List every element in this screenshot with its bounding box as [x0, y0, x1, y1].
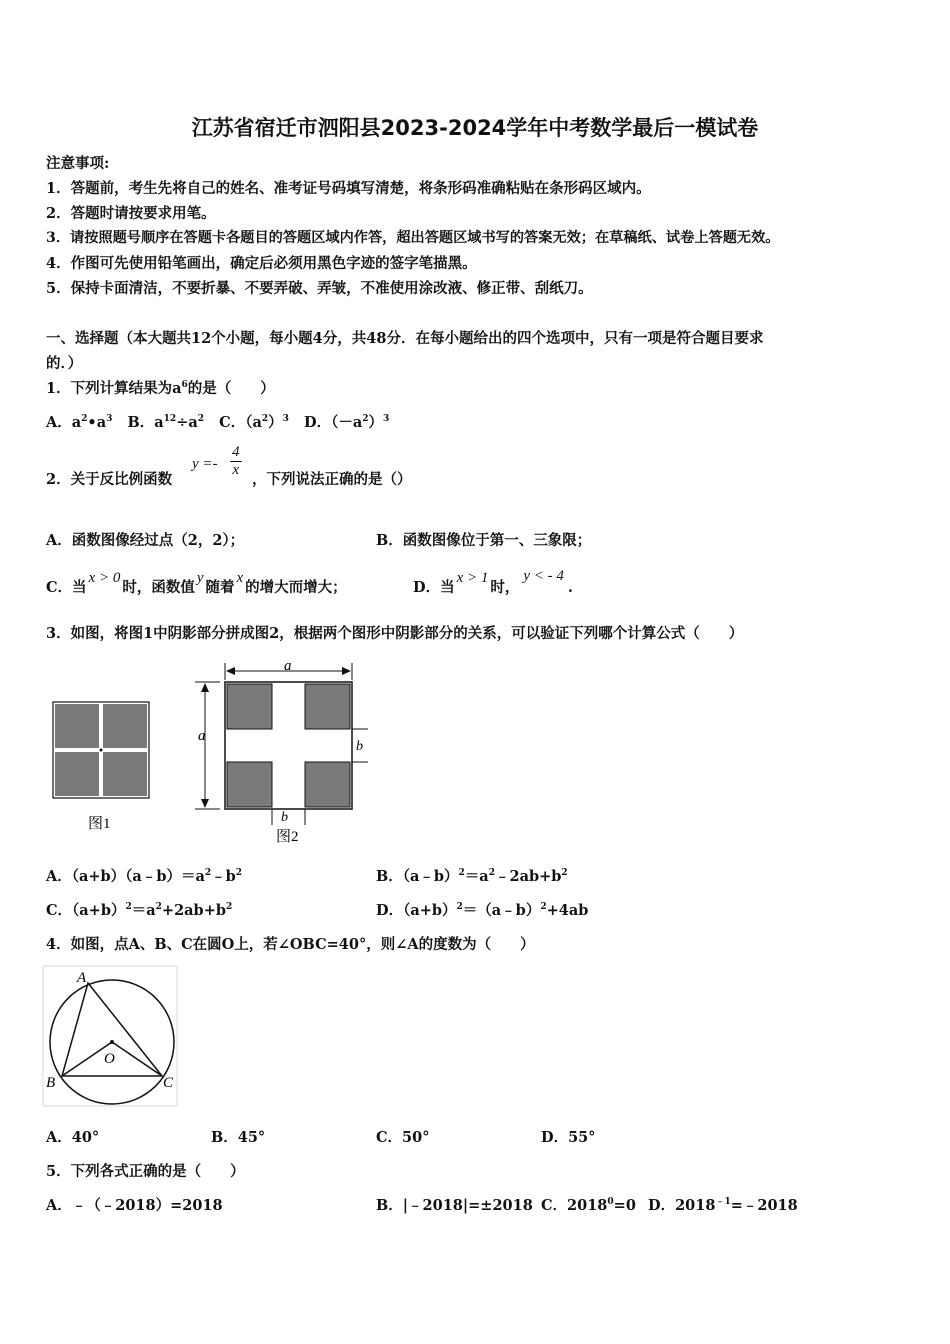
q3-figure-2	[195, 663, 368, 825]
q4-circle-figure	[42, 965, 182, 1110]
note-item: 4．作图可先使用铅笔画出，确定后必须用黑色字迹的签字笔描黑。	[46, 255, 477, 272]
note-item: 2．答题时请按要求用笔。	[46, 205, 216, 222]
q5-option-d: D．$2018^{﹣1}=﹣2018$	[648, 1197, 798, 1214]
q3-figure-2-label: 图2	[276, 829, 299, 845]
question-4-stem: 4．如图，点A、B、C在圆O上，若∠OBC=40°，则∠A的度数为（ ）	[46, 936, 535, 953]
q5-option-a: A．﹣（﹣2018）=2018	[46, 1197, 223, 1214]
section-heading-cont: 的．）	[46, 355, 83, 372]
question-1-stem: 1．下列计算结果为$a^6$的是（ ）	[46, 380, 275, 397]
q5-option-c: C．$2018^0=0$	[541, 1197, 636, 1214]
q3-option-a: A．$(a+b)(a﹣b)=a^2﹣b^2$	[46, 868, 243, 885]
q3-figures	[40, 655, 380, 855]
section-heading: 一、选择题（本大题共12个小题，每小题4分，共48分．在每小题给出的四个选项中，只有一项是符合题目要求	[46, 330, 764, 347]
q4-option-b: B．45°	[211, 1129, 266, 1146]
q4-label-a: A	[77, 970, 87, 986]
q3-label-a-left: a	[198, 728, 206, 744]
q3-option-d: D．$(a+b)^2=(a﹣b)^2+4ab$	[376, 902, 589, 919]
q3-label-a-top: a	[284, 658, 292, 674]
note-item: 3．请按照题号顺序在答题卡各题目的答题区域内作答，超出答题区域书写的答案无效；在草稿纸、试卷上答题无效。	[46, 230, 780, 246]
question-3-stem: 3．如图，将图1中阴影部分拼成图2，根据两个图形中阴影部分的关系，可以验证下列哪个计算公式（ ）	[46, 625, 744, 642]
notes-heading: 注意事项:	[46, 155, 110, 172]
q3-option-c: C．$(a+b)^2=a^2+2ab+b^2$	[46, 902, 233, 919]
question-5-stem: 5．下列各式正确的是（ ）	[46, 1163, 245, 1180]
note-item: 1．答题前，考生先将自己的姓名、准考证号码填写清楚，将条形码准确粘贴在条形码区域内。	[46, 180, 651, 197]
q2-option-b: B．函数图像位于第一、三象限；	[376, 532, 592, 549]
q4-option-a: A．40°	[46, 1129, 100, 1146]
q3-label-b-right: b	[356, 739, 363, 754]
q4-label-o: O	[104, 1051, 115, 1067]
question-2-stem-rest: ，下列说法正确的是（）	[252, 471, 412, 488]
q3-label-b-bottom: b	[281, 810, 288, 825]
q2-fraction	[230, 444, 242, 479]
q1-options	[46, 411, 389, 432]
q3-figure-1	[53, 702, 149, 798]
q2-option-a: A．函数图像经过点（2，2）；	[46, 532, 245, 549]
q4-label-c: C	[163, 1075, 174, 1091]
q4-label-b: B	[46, 1075, 56, 1091]
q1-option-a: A．$a^2•a^3$	[46, 414, 113, 431]
q2-function-lhs: y =-	[192, 456, 218, 472]
note-item: 5．保持卡面清洁，不要折暴、不要弄破、弄皱，不准使用涂改液、修正带、刮纸刀。	[46, 280, 593, 297]
q2-fraction-numerator: 4	[232, 444, 240, 460]
q2-fraction-denominator: x	[232, 462, 240, 478]
q4-option-d: D．55°	[541, 1129, 596, 1146]
question-2-stem-label: 2．关于反比例函数	[46, 471, 173, 488]
q1-option-b: B．$a^{12}\div a^2$	[127, 414, 205, 431]
page-title: 江苏省宿迁市泗阳县2023-2024学年中考数学最后一模试卷	[191, 116, 759, 140]
q2-option-c: C．当x > 0时，函数值y随着x的增大而增大；	[46, 570, 347, 596]
q1-option-c: C．$(a^2)^3$	[219, 414, 289, 431]
q2-option-d: D．当x > 1时，y < - 4.	[413, 568, 573, 596]
q5-option-b: B．|﹣2018|=±2018	[376, 1197, 533, 1214]
q3-option-b: B．$(a﹣b)^2=a^2﹣2ab+b^2$	[376, 868, 568, 885]
q1-option-d: D．$(-a^2)^3$	[304, 414, 390, 431]
q3-figure-1-label: 图1	[88, 816, 111, 832]
q4-option-c: C．50°	[376, 1129, 430, 1146]
